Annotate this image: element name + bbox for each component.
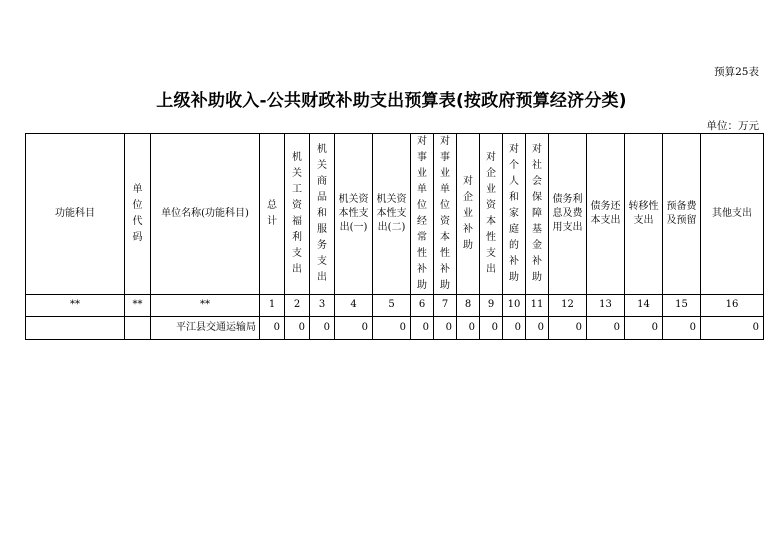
data-cell: 0 (457, 317, 480, 340)
table-row (26, 317, 764, 340)
number-cell: 4 (335, 295, 373, 317)
unit-label: 单位：万元 (706, 120, 759, 132)
number-cell: ** (26, 295, 125, 317)
col-header-institution-capital-subsidy: 对事业单位资本性补助 (434, 134, 457, 295)
header-row (26, 134, 764, 295)
col-header-reserve: 预备费及预留 (663, 134, 701, 295)
col-header-social-security-subsidy: 对社会保障基金补助 (526, 134, 549, 295)
data-cell: 0 (480, 317, 503, 340)
data-cell: 0 (549, 317, 587, 340)
number-cell: 5 (373, 295, 411, 317)
col-header-enterprise-subsidy: 对企业补助 (457, 134, 480, 295)
col-header-transfer: 转移性支出 (625, 134, 663, 295)
number-cell: 7 (434, 295, 457, 317)
budget-table (25, 133, 764, 340)
col-header-other: 其他支出 (701, 134, 764, 295)
data-cell: 0 (260, 317, 285, 340)
number-cell: 2 (285, 295, 310, 317)
number-cell: 1 (260, 295, 285, 317)
data-cell-unit-code (125, 317, 151, 340)
col-header-agency-goods-services: 机关商品和服务支出 (310, 134, 335, 295)
col-header-institution-recurrent-subsidy: 对事业单位经常性补助 (411, 134, 434, 295)
number-cell: ** (125, 295, 151, 317)
number-cell: 9 (480, 295, 503, 317)
data-cell: 0 (526, 317, 549, 340)
col-header-unit-name: 单位名称(功能科目) (151, 134, 260, 295)
number-cell: 16 (701, 295, 764, 317)
data-cell: 0 (335, 317, 373, 340)
data-cell: 0 (503, 317, 526, 340)
page-number: 预算25表 (714, 66, 759, 78)
table-title: 上级补助收入-公共财政补助支出预算表(按政府预算经济分类) (156, 91, 627, 111)
col-header-debt-interest: 债务利息及费用支出 (549, 134, 587, 295)
data-cell-function-subject (26, 317, 125, 340)
number-cell: 12 (549, 295, 587, 317)
number-cell: 15 (663, 295, 701, 317)
col-header-agency-capital-1: 机关资本性支出(一) (335, 134, 373, 295)
col-header-enterprise-capital: 对企业资本性支出 (480, 134, 503, 295)
data-cell: 0 (625, 317, 663, 340)
data-cell: 0 (434, 317, 457, 340)
col-header-total: 总计 (260, 134, 285, 295)
data-cell: 0 (373, 317, 411, 340)
col-header-household-subsidy: 对个人和家庭的补助 (503, 134, 526, 295)
number-cell: 13 (587, 295, 625, 317)
data-cell: 0 (310, 317, 335, 340)
col-header-agency-wages: 机关工资福利支出 (285, 134, 310, 295)
number-cell: 10 (503, 295, 526, 317)
number-cell: 6 (411, 295, 434, 317)
col-header-unit-code: 单位代码 (125, 134, 151, 295)
col-header-debt-principal: 债务还本支出 (587, 134, 625, 295)
data-cell: 0 (285, 317, 310, 340)
column-number-row (26, 295, 764, 317)
number-cell: 11 (526, 295, 549, 317)
number-cell: 3 (310, 295, 335, 317)
data-cell: 0 (701, 317, 764, 340)
number-cell: 8 (457, 295, 480, 317)
data-cell-unit-name: 平江县交通运输局 (151, 317, 260, 340)
col-header-function-subject: 功能科目 (26, 134, 125, 295)
number-cell: 14 (625, 295, 663, 317)
col-header-agency-capital-2: 机关资本性支出(二) (373, 134, 411, 295)
data-cell: 0 (411, 317, 434, 340)
data-cell: 0 (663, 317, 701, 340)
data-cell: 0 (587, 317, 625, 340)
number-cell: ** (151, 295, 260, 317)
